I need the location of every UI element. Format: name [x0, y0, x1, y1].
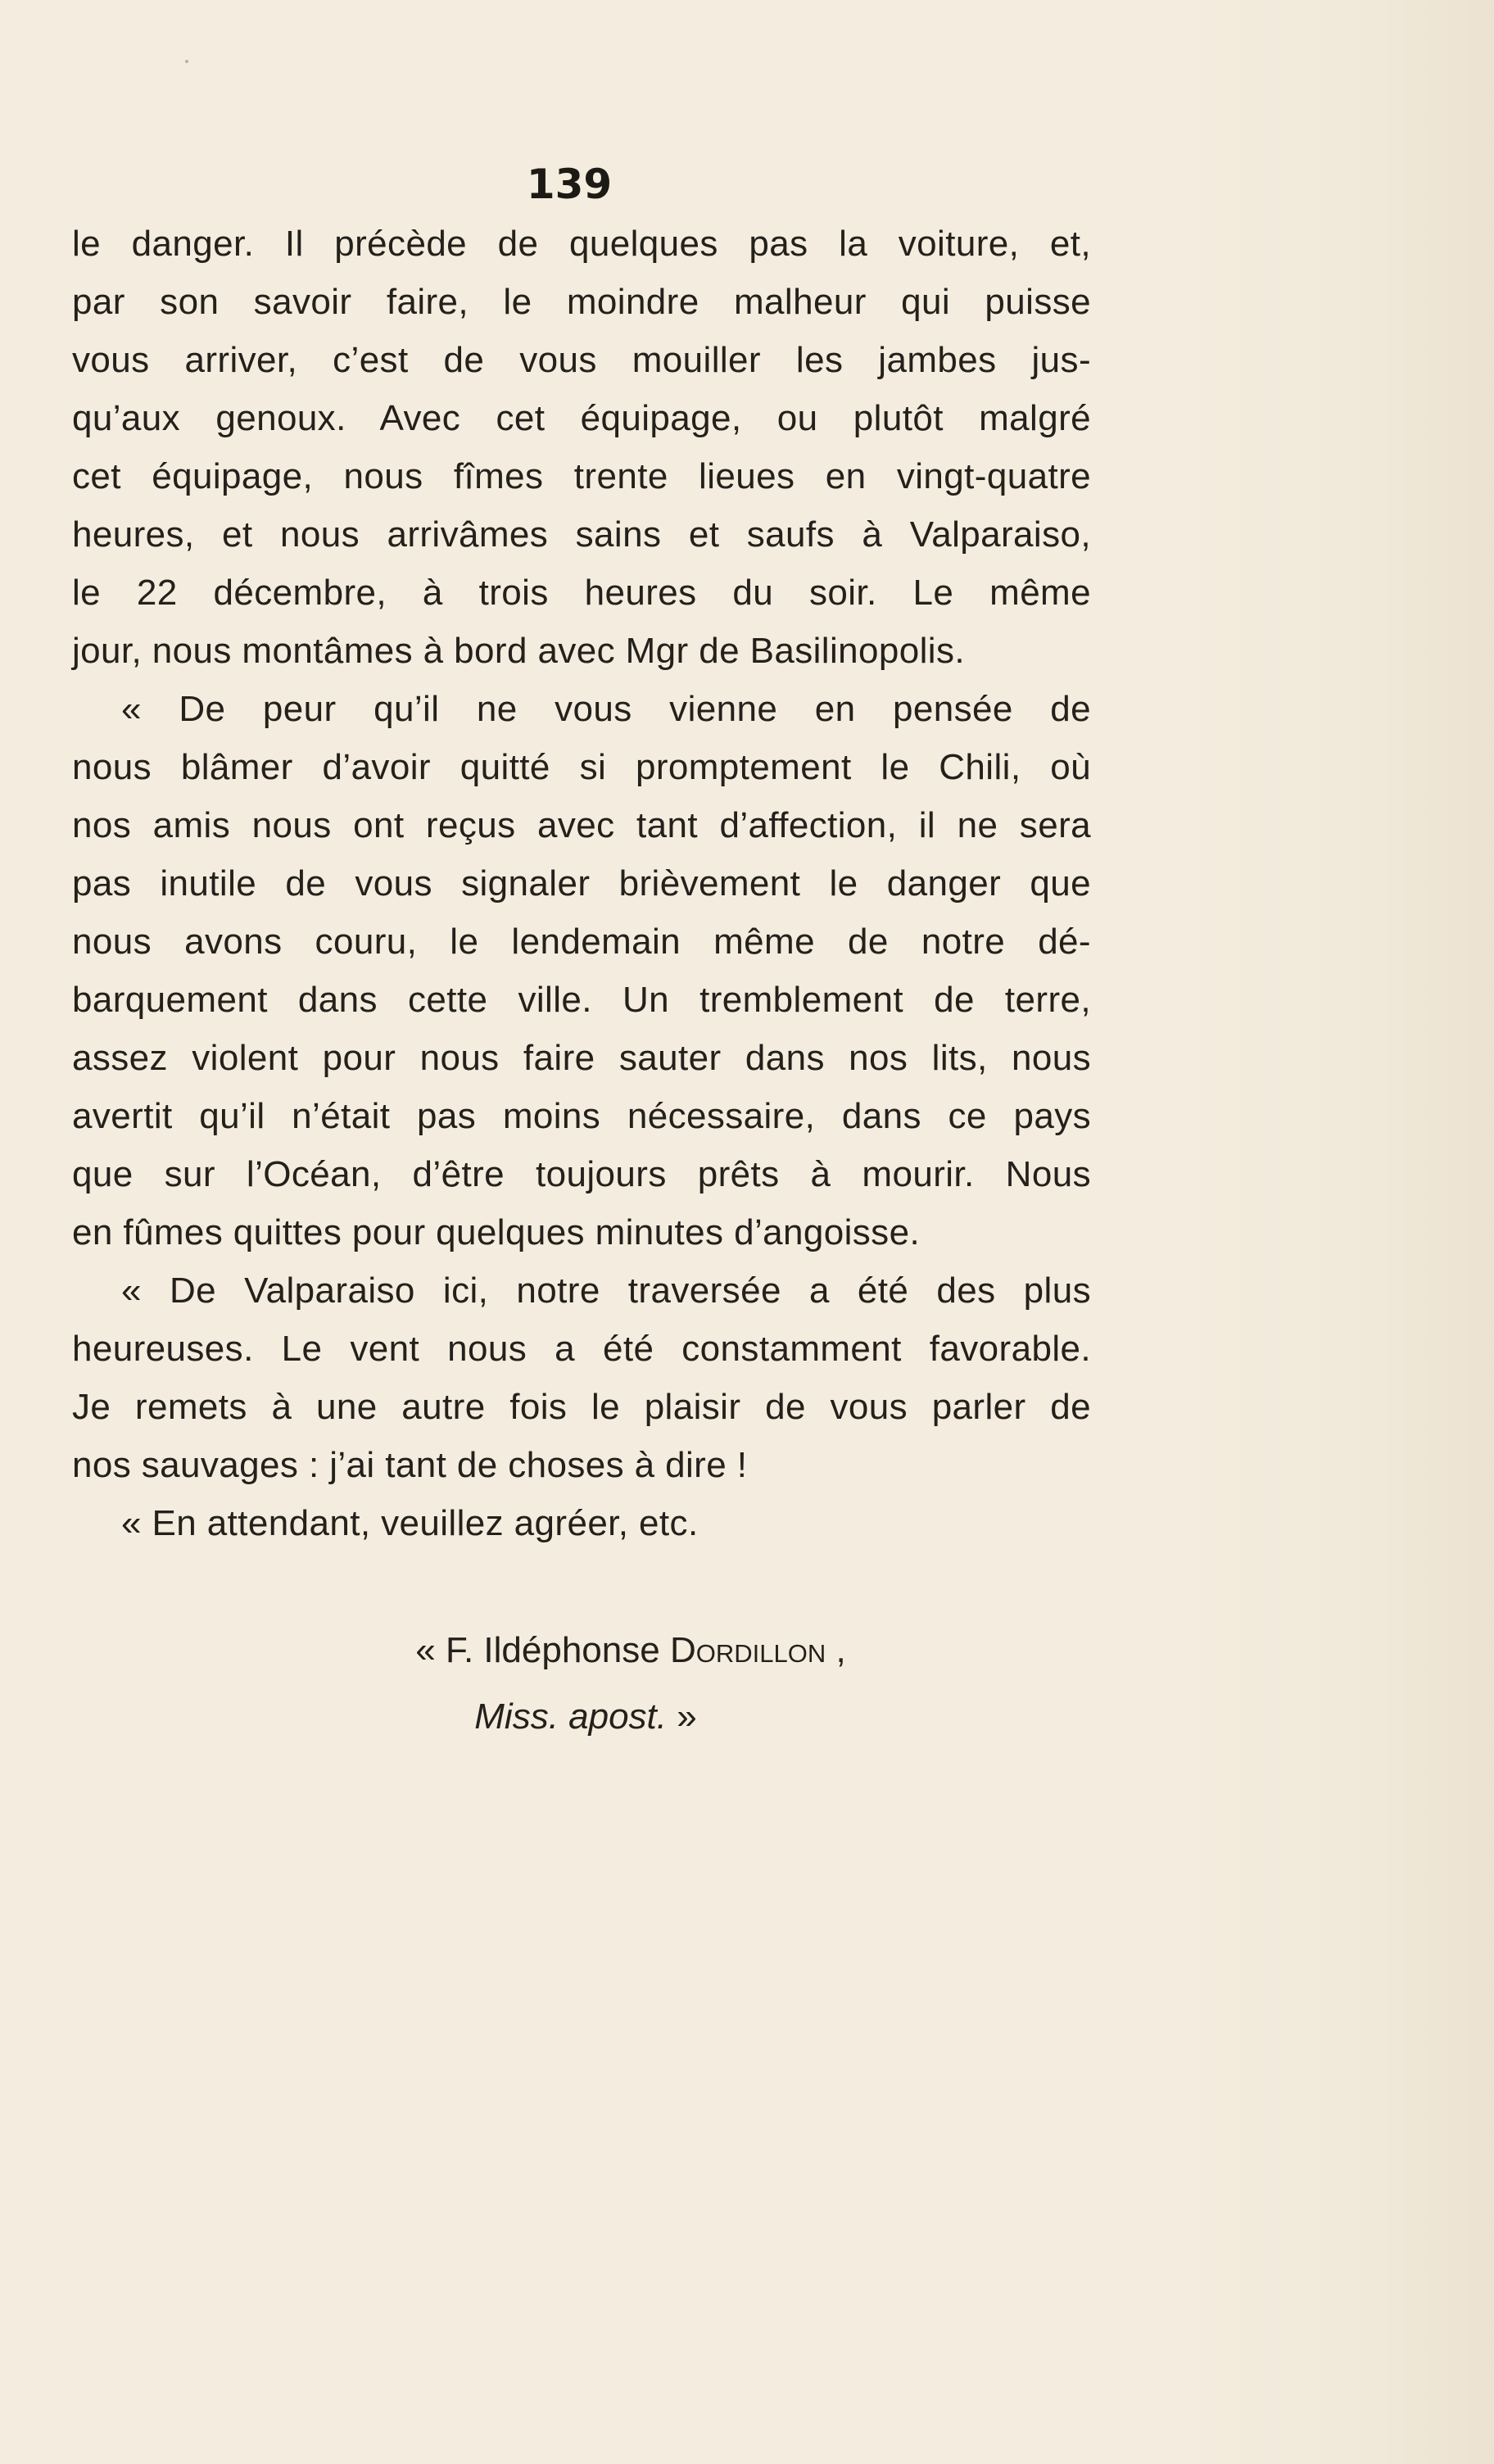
page-number: 139 [526, 161, 613, 208]
text-line: que sur l’Océan, d’être toujours prêts à mourir. Nous [72, 1154, 1091, 1194]
paper-speck [185, 60, 188, 63]
paragraph-4 [72, 1494, 1091, 1552]
text-line: nos sauvages : j’ai tant de choses à dire ! [72, 1445, 748, 1485]
text-line: « De Valparaiso ici, notre traversée a été des plus [121, 1270, 1091, 1311]
text-line: nous avons couru, le lendemain même de notre dé- [72, 922, 1091, 962]
text-line: Je remets à une autre fois le plaisir de vous parler de [72, 1387, 1091, 1427]
signature-title [0, 1696, 1139, 1737]
text-line: pas inutile de vous signaler brièvement le danger que [72, 863, 1091, 904]
text-line: le 22 décembre, à trois heures du soir. Le même [72, 573, 1091, 613]
text-line: « De peur qu’il ne vous vienne en pensée de [121, 689, 1091, 729]
signature-prefix: « F. Ildéphonse [415, 1630, 660, 1670]
signature-name [0, 1630, 1139, 1671]
text-line: heures, et nous arrivâmes sains et saufs à Valparaiso, [72, 514, 1091, 555]
body-text [72, 215, 1091, 1552]
paragraph-1 [72, 215, 1091, 680]
text-line: vous arriver, c’est de vous mouiller les jambes jus- [72, 340, 1091, 380]
signature-suffix: , [835, 1630, 846, 1670]
text-line: avertit qu’il n’était pas moins nécessaire, dans ce pays [72, 1096, 1091, 1136]
paragraph-2 [72, 680, 1091, 1261]
signature-role: Miss. apost. [474, 1696, 668, 1737]
text-line: nous blâmer d’avoir quitté si promptement le Chili, où [72, 747, 1091, 787]
text-line: cet équipage, nous fîmes trente lieues en vingt-quatre [72, 456, 1091, 496]
signature-surname: Dordillon [669, 1630, 826, 1670]
closing-quote: » [677, 1696, 697, 1737]
text-line: « En attendant, veuillez agréer, etc. [121, 1503, 699, 1543]
text-line: barquement dans cette ville. Un tremblement de terre, [72, 980, 1091, 1020]
text-line: assez violent pour nous faire sauter dans nos lits, nous [72, 1038, 1091, 1078]
text-line: jour, nous montâmes à bord avec Mgr de Basilinopolis. [72, 631, 965, 671]
text-line: par son savoir faire, le moindre malheur qui puisse [72, 282, 1091, 322]
text-line: qu’aux genoux. Avec cet équipage, ou plutôt malgré [72, 398, 1091, 438]
text-line: le danger. Il précède de quelques pas la voiture, et, [72, 224, 1091, 264]
text-line: nos amis nous ont reçus avec tant d’affection, il ne sera [72, 805, 1091, 845]
text-line: en fûmes quittes pour quelques minutes d’angoisse. [72, 1212, 921, 1252]
text-line: heureuses. Le vent nous a été constamment favorable. [72, 1329, 1091, 1369]
show-through-shadow [1150, 0, 1494, 2464]
paragraph-3 [72, 1261, 1091, 1494]
